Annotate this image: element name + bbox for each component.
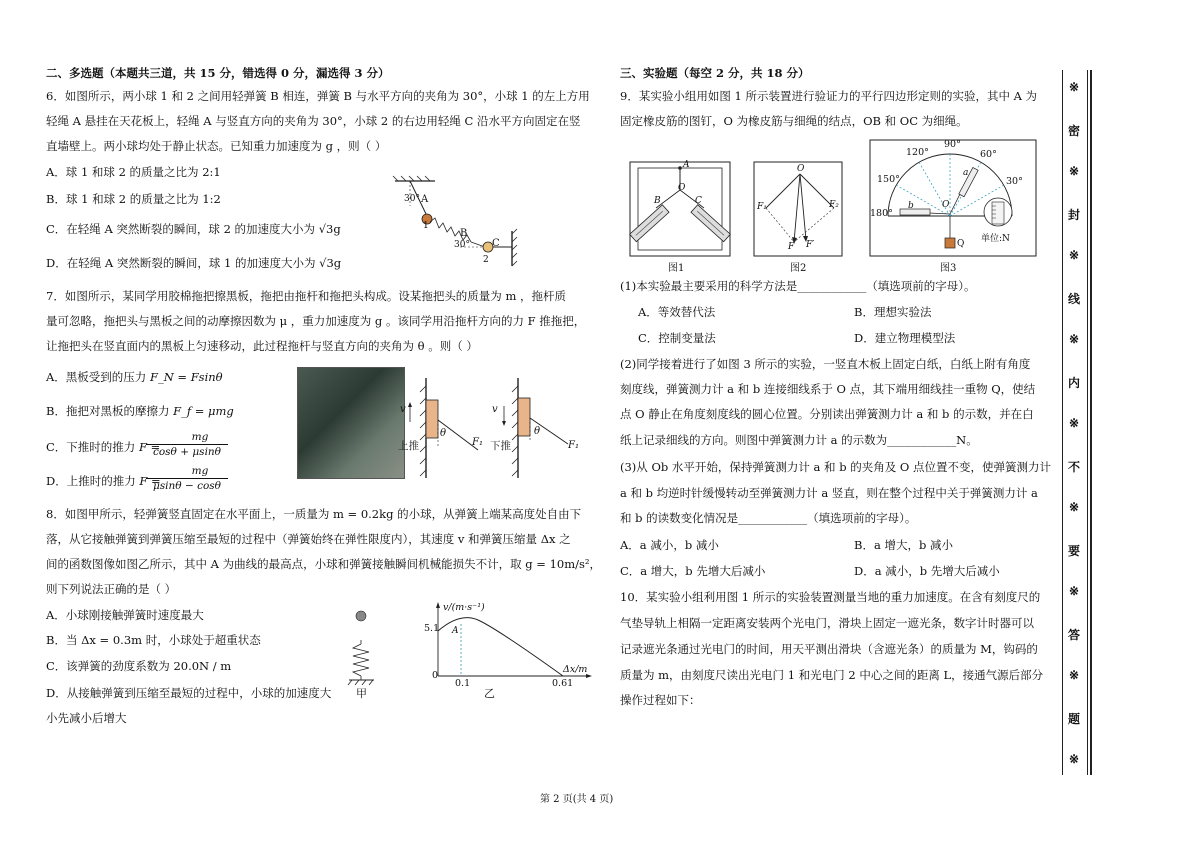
- q6-line-2: 轻绳 A 悬挂在天花板上，轻绳 A 与竖直方向的夹角为 30°，小球 2 的右边用轻绳 C 沿水平方向固定在竖: [46, 114, 581, 128]
- q8-option-d-cont: 小先减小后增大: [46, 711, 127, 725]
- q10-line-5: 操作过程如下：: [620, 693, 701, 707]
- q9-line-1: 9．某实验小组用如图 1 所示装置进行验证力的平行四边形定则的实验，其中 A 为: [620, 89, 1038, 103]
- q7-line-3: 让拖把头在竖直面内的黑板上匀速移动，此过程拖杆与竖直方向的夹角为 θ 。则（ ）: [46, 339, 478, 353]
- q9-line-2: 固定橡皮筋的图钉，O 为橡皮筋与细绳的结点，OB 和 OC 为细绳。: [620, 114, 968, 128]
- q6-line-3: 直墙壁上。两小球均处于静止状态。已知重力加速度为 g ，则（ ）: [46, 139, 387, 153]
- q9-p1-option-b: B．理想实验法: [854, 305, 932, 319]
- q7-fig-v2: v: [492, 404, 498, 415]
- binder-char: ※: [1068, 164, 1080, 178]
- q9-fig3-a30: 30°: [1006, 176, 1023, 187]
- q9-p3-option-c: C．a 增大，b 先增大后减小: [620, 564, 766, 578]
- binder-char: 密: [1067, 124, 1080, 138]
- q9-p1-option-d: D．建立物理模型法: [854, 331, 956, 345]
- q6-option-d: D．在轻绳 A 突然断裂的瞬间，球 1 的加速度大小为 √3g: [46, 256, 342, 270]
- q9-p1-option-c: C．控制变量法: [638, 331, 716, 345]
- q9-figure-3: [868, 138, 1038, 258]
- q9-fig3-q: Q: [957, 239, 965, 249]
- q7-fig-up: 上推: [398, 440, 419, 452]
- q8-figure-jia: [344, 608, 384, 688]
- q9-fig3-a: a: [963, 168, 969, 178]
- q6-option-b: B．球 1 和球 2 的质量之比为 1:2: [46, 192, 221, 206]
- q9-fig1-o: O: [678, 183, 686, 193]
- q8-fig-x2: 0.61: [552, 678, 574, 689]
- q7-fig-theta2: θ: [534, 426, 541, 437]
- q8-fig-ylabel: v/(m·s⁻¹): [443, 602, 485, 613]
- q9-fig3-o: O: [942, 200, 950, 210]
- q7-line-2: 量可忽略，拖把头与黑板之间的动摩擦因数为 μ ，重力加速度为 g 。该同学用沿拖杆方向的力 F 推拖把，: [46, 314, 586, 328]
- q6-line-1: 6．如图所示，两小球 1 和 2 之间用轻弹簧 B 相连，弹簧 B 与水平方向的夹角为 30°，小球 1 的左上方用: [46, 89, 590, 103]
- binder-char: 答: [1067, 628, 1080, 642]
- q9-fig3-a150: 150°: [877, 174, 900, 185]
- binder-strip-outer: [1086, 70, 1092, 775]
- q8-option-a: A．小球刚接触弹簧时速度最大: [46, 608, 204, 622]
- q9-fig2-caption: 图2: [790, 263, 807, 274]
- q7-c-numerator: mg: [191, 431, 209, 443]
- section-title-multiple-choice: 二、多选题（本题共三道，共 15 分，错选得 0 分，漏选得 3 分）: [46, 66, 390, 80]
- q8-line-3: 间的函数图像如图乙所示，其中 A 为曲线的最高点，小球和弹簧接触瞬间机械能损失不计，取 g = 10m/s²，: [46, 557, 601, 571]
- q6-fig-label-b: B: [460, 228, 468, 239]
- page-footer: 第 2 页(共 4 页): [540, 794, 614, 805]
- q8-line-1: 8．如图甲所示，轻弹簧竖直固定在水平面上，一质量为 m = 0.2kg 的小球，从弹簧上端某高度处自由下: [46, 507, 582, 521]
- q7-d-numerator: mg: [191, 465, 209, 477]
- q6-fig-ball2: 2: [483, 255, 489, 265]
- q7-option-d: D．上推时的推力 F =: [46, 474, 161, 488]
- q7-fig-down: 下推: [490, 440, 511, 452]
- q9-fig2-f: F: [788, 242, 795, 252]
- q8-fig-yi-caption: 乙: [484, 687, 495, 700]
- q6-fig-angle1: 30°: [404, 194, 420, 204]
- q6-fig-angle2: 30°: [454, 240, 470, 250]
- q7-diagram-up: [398, 378, 498, 478]
- q7-fig-f1: F₁: [472, 437, 483, 448]
- q6-fig-label-c: C: [492, 238, 500, 249]
- q9-fig2-o: O: [797, 164, 805, 174]
- q8-fig-ytick: 5.1: [424, 623, 440, 634]
- q10-line-4: 质量为 m，由刻度尺读出光电门 1 和光电门 2 中心之间的距离 L，接通气源后部分: [620, 668, 1044, 682]
- q9-p3-line-2: a 和 b 均逆时针缓慢转动至弹簧测力计 a 竖直，则在整个过程中关于弹簧测力计 a: [620, 486, 1038, 500]
- q8-option-d: D．从接触弹簧到压缩至最短的过程中，小球的加速度大: [46, 686, 332, 700]
- q9-p3-option-b: B．a 增大，b 减小: [854, 538, 953, 552]
- q7-photo: [297, 367, 405, 479]
- binder-char: 不: [1067, 460, 1080, 474]
- binder-char: ※: [1068, 584, 1080, 598]
- binder-char: ※: [1068, 752, 1080, 766]
- q7-c-denominator: cosθ + μsinθ: [152, 446, 222, 458]
- q9-p2-line-2: 刻度线，弹簧测力计 a 和 b 连接细线系于 O 点，其下端用细线挂一重物 Q，使结: [620, 382, 1036, 396]
- q10-line-1: 10．某实验小组利用图 1 所示的实验装置测量当地的重力加速度。在含有刻度尺的: [620, 590, 1041, 604]
- section-title-experiment: 三、实验题（每空 2 分，共 18 分）: [620, 66, 810, 80]
- q8-fig-xlabel: Δx/m: [563, 664, 588, 675]
- q9-fig1-caption: 图1: [668, 263, 685, 274]
- q9-p2-line-1: (2)同学接着进行了如图 3 所示的实验，一竖直木板上固定白纸，白纸上附有角度: [620, 357, 1031, 371]
- q9-fig3-unit: 单位:N: [981, 234, 1010, 244]
- q9-fig3-a120: 120°: [906, 147, 929, 158]
- q6-fig-ball1: 1: [423, 221, 429, 231]
- q7-fig-theta1: θ: [440, 428, 447, 439]
- q9-fig1-b: B: [654, 196, 661, 206]
- q7-fig-v1: v: [400, 404, 406, 415]
- q9-fig3-a90: 90°: [944, 139, 961, 150]
- q7-option-a: A．黑板受到的压力 F_N = Fsinθ: [46, 370, 223, 384]
- binder-char: 线: [1067, 292, 1080, 306]
- q7-option-c: C．下推时的推力 F =: [46, 440, 161, 454]
- binder-char: ※: [1068, 668, 1080, 682]
- q6-figure: [390, 176, 530, 271]
- binder-char: ※: [1068, 332, 1080, 346]
- q9-fig3-b: b: [908, 201, 914, 211]
- q7-option-b: B．拖把对黑板的摩擦力 F_f = μmg: [46, 404, 234, 418]
- q9-figure-1: [628, 160, 733, 258]
- q9-p2-line-3: 点 O 静止在角度刻度线的圆心位置。分别读出弹簧测力计 a 和 b 的示数，并在白: [620, 407, 1034, 421]
- q9-fig1-a: A: [683, 160, 690, 170]
- q9-fig2-f2: F₂: [829, 200, 839, 210]
- q7-d-denominator: μsinθ − cosθ: [152, 480, 222, 492]
- q9-fig2-fp: F′: [806, 240, 815, 250]
- q9-fig3-a180: 180°: [870, 208, 893, 219]
- q6-fig-label-a: A: [421, 194, 429, 205]
- q9-fig3-a60: 60°: [980, 149, 997, 160]
- binder-char: ※: [1068, 248, 1080, 262]
- q7-fig-f2: F₁: [568, 440, 579, 451]
- q9-p3-line-1: (3)从 Ob 水平开始，保持弹簧测力计 a 和 b 的夹角及 O 点位置不变，使弹簧测力计: [620, 460, 1051, 474]
- q9-fig3-caption: 图3: [940, 263, 957, 274]
- binder-char: ※: [1068, 416, 1080, 430]
- q10-line-3: 记录遮光条通过光电门的时间，用天平测出滑块（含遮光条）的质量为 M，钩码的: [620, 642, 1038, 656]
- binder-char: ※: [1068, 500, 1080, 514]
- q8-option-c: C．该弹簧的劲度系数为 20.0N / m: [46, 659, 232, 673]
- binder-char: 封: [1067, 208, 1080, 222]
- q6-option-c: C．在轻绳 A 突然断裂的瞬间，球 2 的加速度大小为 √3g: [46, 222, 341, 236]
- q8-option-b: B．当 Δx = 0.3m 时，小球处于超重状态: [46, 633, 261, 647]
- q8-line-2: 落，从它接触弹簧到弹簧压缩至最短的过程中（弹簧始终在弹性限度内），其速度 v 和弹簧压缩量 Δx 之: [46, 532, 571, 546]
- q8-fig-x1: 0.1: [455, 678, 471, 689]
- q9-p3-option-a: A．a 减小，b 减小: [620, 538, 719, 552]
- q9-p1-option-a: A．等效替代法: [638, 305, 716, 319]
- q7-line-1: 7．如图所示，某同学用胶棉拖把擦黑板，拖把由拖杆和拖把头构成。设某拖把头的质量为 m ，拖杆质: [46, 289, 567, 303]
- q9-fig1-c: C: [695, 196, 702, 206]
- q6-option-a: A．球 1 和球 2 的质量之比为 2:1: [46, 165, 221, 179]
- q8-line-4: 则下列说法正确的是（ ）: [46, 582, 177, 596]
- q8-fig-peak: A: [452, 626, 459, 636]
- binder-char: 要: [1067, 544, 1080, 558]
- binder-char: ※: [1068, 80, 1080, 94]
- q10-line-2: 气垫导轨上相隔一定距离安装两个光电门，滑块上固定一遮光条，数字计时器可以: [620, 616, 1034, 630]
- q9-part1: (1)本实验最主要采用的科学方法是____________（填选项前的字母）。: [620, 279, 976, 293]
- q9-fig2-f1: F₁: [757, 202, 767, 212]
- q9-p3-line-3: 和 b 的读数变化情况是____________（填选项前的字母）。: [620, 511, 917, 525]
- q8-fig-jia-caption: 甲: [356, 687, 367, 700]
- binder-char: 题: [1067, 712, 1080, 726]
- q8-fig-origin: 0: [432, 670, 439, 681]
- q9-p2-line-4: 纸上记录细线的方向。则图中弹簧测力计 a 的示数为____________N。: [620, 433, 978, 447]
- binder-char: 内: [1067, 376, 1080, 390]
- q9-p3-option-d: D．a 减小，b 先增大后减小: [854, 564, 1000, 578]
